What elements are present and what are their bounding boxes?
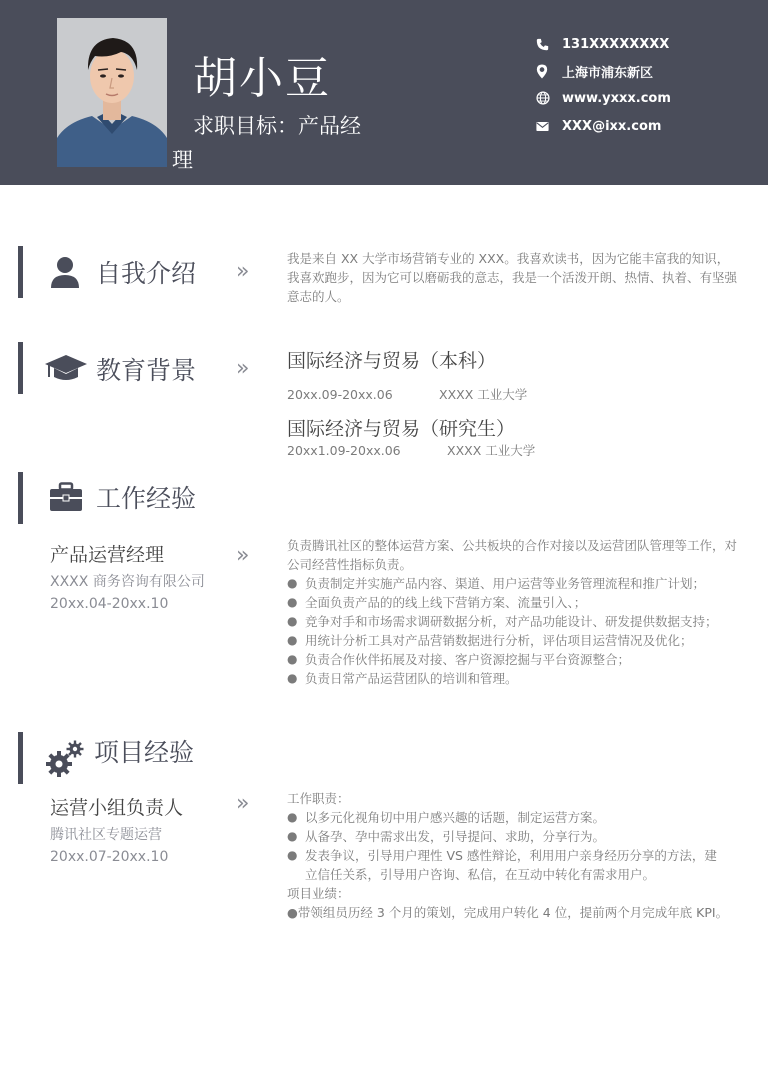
contact-website — [536, 87, 756, 109]
edu-period: 20xx1.09-20xx.06 — [287, 443, 401, 458]
arrows-intro: » — [236, 259, 245, 284]
list-item: ● 全面负责产品的的线上线下营销方案、流量引入、； — [287, 593, 737, 612]
project-role: 运营小组负责人 — [50, 797, 184, 819]
results-label: 项目业绩： — [287, 886, 350, 901]
edu-major: 国际经济与贸易（研究生） — [287, 418, 516, 440]
list-item: ● 发表争议，引导用户理性 VS 感性辩论，利用用户亲身经历分享的方法，建立信任关系，引导用户咨询、私信，在互动中转化有需求用户。 — [287, 846, 727, 884]
job-objective-tail: 理 — [172, 148, 193, 172]
work-duty-list — [287, 574, 737, 688]
project-details — [287, 789, 727, 922]
section-title-project: 项目经验 — [94, 738, 195, 767]
person-icon — [50, 256, 80, 292]
work-role: 产品运营经理 — [50, 544, 165, 566]
location-icon — [536, 63, 562, 79]
list-item: ● 竞争对手和市场需求调研数据分析，对产品功能设计、研发提供数据支持； — [287, 612, 737, 631]
project-duty-list — [287, 808, 727, 884]
list-item: ● 负责制定并实施产品内容、渠道、用户运营等业务管理流程和推广计划； — [287, 574, 737, 593]
resume-header — [0, 0, 768, 185]
briefcase-icon — [49, 482, 83, 516]
list-item: ● 以多元化视角切中用户感兴趣的话题，制定运营方案。 — [287, 808, 727, 827]
contact-address — [536, 60, 756, 82]
globe-icon — [536, 90, 562, 106]
work-summary: 负责腾讯社区的整体运营方案、公共板块的合作对接以及运营团队管理等工作，对公司经营性指标负责。 — [287, 538, 738, 572]
edu-meta — [287, 385, 527, 403]
intro-text: 我是来自 XX 大学市场营销专业的 XXX。我喜欢读书，因为它能丰富我的知识，我喜欢跑步，因为它可以磨砺我的意志，我是一个活泼开朗、热情、执着、有坚强意志的人。 — [287, 251, 738, 304]
profile-photo — [57, 18, 167, 167]
email-text[interactable]: XXX@ixx.com — [562, 118, 662, 134]
work-company: XXXX 商务咨询有限公司 — [50, 574, 205, 590]
edu-major: 国际经济与贸易（本科） — [287, 350, 497, 372]
phone-icon — [536, 36, 562, 52]
results-text: ●带领组员历经 3 个月的策划，完成用户转化 4 位，提前两个月完成年底 KPI。 — [287, 905, 729, 920]
contact-phone — [536, 33, 756, 55]
arrows-project: » — [236, 791, 245, 816]
edu-school: XXXX 工业大学 — [439, 387, 528, 402]
arrows-education: » — [236, 356, 245, 381]
applicant-name: 胡小豆 — [193, 53, 331, 104]
mail-icon — [536, 118, 562, 134]
gears-icon — [45, 739, 85, 783]
duties-label: 工作职责： — [287, 791, 350, 806]
address-text: 上海市浦东新区 — [562, 65, 654, 81]
project-period: 20xx.07-20xx.10 — [50, 849, 169, 865]
graduation-cap-icon — [44, 353, 88, 387]
section-bar-project — [18, 732, 23, 784]
list-item: ● 负责合作伙伴拓展及对接、客户资源挖掘与平台资源整合； — [287, 650, 737, 669]
website-text[interactable]: www.yxxx.com — [562, 90, 671, 106]
edu-period: 20xx.09-20xx.06 — [287, 387, 393, 402]
list-item: ● 负责日常产品运营团队的培训和管理。 — [287, 669, 737, 688]
section-bar-work — [18, 472, 23, 524]
section-title-intro: 自我介绍 — [96, 259, 197, 288]
list-item: ● 用统计分析工具对产品营销数据进行分析，评估项目运营情况及优化； — [287, 631, 737, 650]
section-title-work: 工作经验 — [96, 484, 197, 513]
job-objective: 求职目标：产品经 — [193, 114, 361, 138]
contact-email — [536, 115, 756, 137]
work-details — [287, 536, 737, 688]
edu-school: XXXX 工业大学 — [447, 443, 536, 458]
section-title-education: 教育背景 — [96, 356, 197, 385]
edu-meta — [287, 441, 535, 459]
section-bar-education — [18, 342, 23, 394]
phone-text: 131XXXXXXXX — [562, 36, 670, 52]
section-bar-intro — [18, 246, 23, 298]
list-item: ● 从备孕、孕中需求出发，引导提问、求助，分享行为。 — [287, 827, 727, 846]
project-org: 腾讯社区专题运营 — [50, 827, 162, 843]
work-period: 20xx.04-20xx.10 — [50, 596, 169, 612]
arrows-work: » — [236, 543, 245, 568]
